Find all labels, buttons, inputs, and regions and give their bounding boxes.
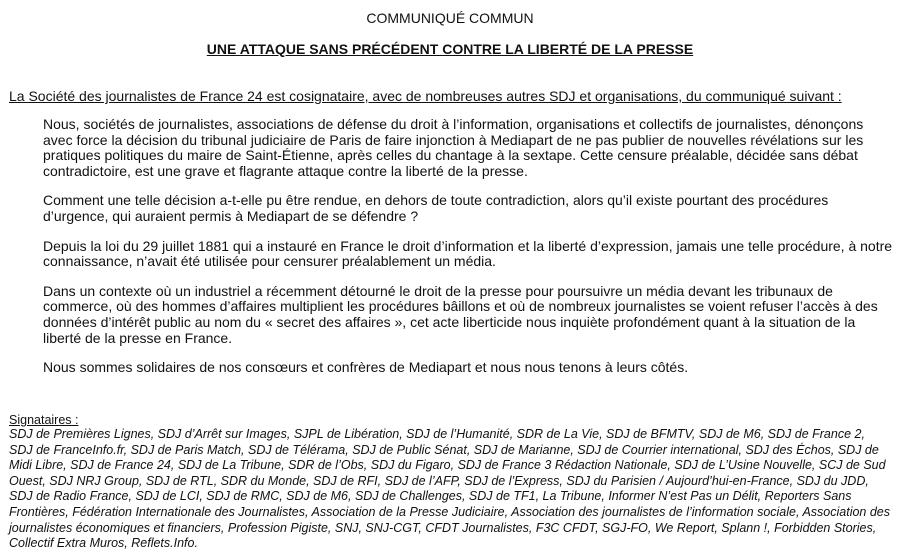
document-title: UNE ATTAQUE SANS PRÉCÉDENT CONTRE LA LIBERTÉ DE LA PRESSE [206, 41, 694, 57]
paragraph: Comment une telle décision a-t-elle pu être rendue, en dehors de toute contradiction, alors qu’il existe pourtant des procédures d’urgence, qui auraient permis à Mediapart de se défendre ? [43, 192, 829, 224]
paragraph: Nous sommes solidaires de nos consœurs et confrères de Mediapart et nous nous tenons à leurs côtés. [43, 359, 689, 376]
document-header: COMMUNIQUÉ COMMUN [366, 10, 534, 26]
signatories-list: SDJ de Premières Lignes, SDJ d’Arrêt sur Images, SJPL de Libération, SDJ de l’Humanité, SDR de La Vie, SDJ de BFMTV, SDJ de M6, SDJ de France 2, SDJ de FranceInfo.fr, SDJ de Paris Match, SDJ de Télérama, SDJ de Public Sénat, SDJ de Marianne, SDJ de Courrier international, SDJ des Échos, SDJ de Midi Libre, SDJ de France 24, SDJ de La Tribune, SDR de l’Obs, SDJ du Figaro, SDJ de France 3 Rédaction Nationale, SDJ de L’Usine Nouvelle, SCJ de Sud Ouest, SDJ NRJ Group, SDJ de RTL, SDR du Monde, SDJ de RFI, SDJ de l’AFP, SDJ de l’Express, SDJ du Parisien / Aujourd’hui-en-France, SDJ du JDD, SDJ de Radio France, SDJ de LCI, SDJ de RMC, SDJ de M6, SDJ de Challenges, SDJ de TF1, La Tribune, Informer N’est Pas un Délit, Reporters Sans Frontières, Fédération Internationale des Journalistes, Association de la Presse Judiciaire, Association des journalistes de l’information sociale, Association des journalistes économiques et financiers, Profession Pigiste, SNJ, SNJ-CGT, CFDT Journalistes, F3C CFDT, SGJ-FO, We Report, Splann !, Forbidden Stories, Collectif Extra Muros, Reflets.Info. [9, 427, 891, 551]
communique-body [43, 117, 893, 390]
signatories-label: Signataires : [9, 413, 79, 427]
paragraph: Depuis la loi du 29 juillet 1881 qui a instauré en France le droit d’information et la liberté d’expression, jamais une telle procédure, à notre connaissance, n’avait été utilisée pour censurer préalablement un média. [43, 237, 893, 270]
paragraph: Nous, sociétés de journalistes, associations de défense du droit à l’information, organisations et collectifs de journalistes, dénonçons avec force la décision du tribunal judiciaire de Paris de faire injonction à Mediapart de ne pas publier de nouvelles révélations sur les pratiques politiques du maire de Saint-Étienne, après celles du chantage à la sextape. Cette censure préalable, décidée sans débat contradictoire, est une grave et flagrante attaque contre la liberté de la presse. [43, 116, 864, 179]
paragraph: Dans un contexte où un industriel a récemment détourné le droit de la presse pour poursuivre un média devant les tribunaux de commerce, où des hommes d’affaires multiplient les procédures bâillons et où de nombreux journalistes se voient refuser l’accès à des données d’intérêt public au nom du « secret des affaires », cet acte liberticide nous inquiète profondément quant à la situation de la liberté de la presse en France. [43, 282, 878, 346]
intro-line: La Société des journalistes de France 24 est cosignataire, avec de nombreuses autres SDJ et organisations, du communiqué suivant : [9, 88, 842, 104]
